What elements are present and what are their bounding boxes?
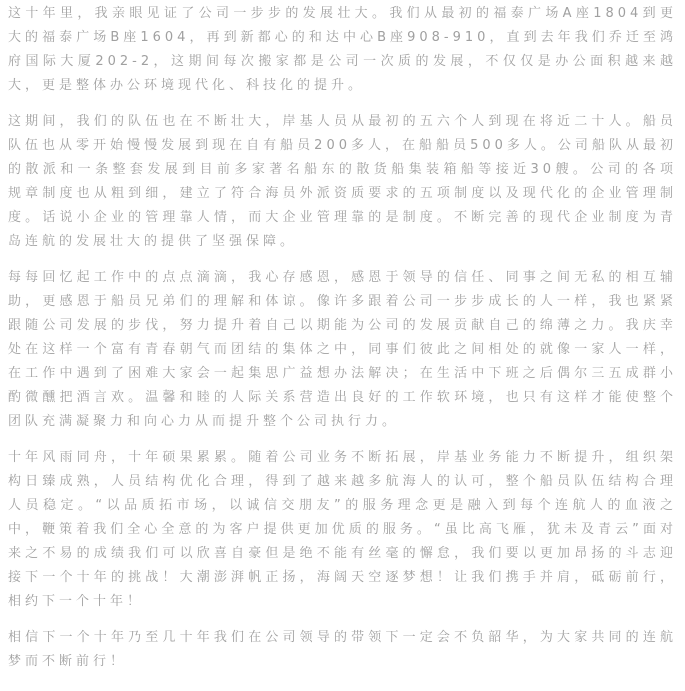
paragraph-company-growth: 这十年里，我亲眼见证了公司一步步的发展壮大。我们从最初的福泰广场A座1804到更大的福泰广场B座1604，再到新都心的和达中心B座908-910，直到去年我们乔迁至鸿府国际大厦202-2，这期间每次搬家都是公司一次质的发展，不仅仅是办公面积越来越大，更是整体办公环境现代化、科技化的提升。 [8,6,677,93]
paragraph-decade-achievements: 十年风雨同舟，十年硕果累累。随着公司业务不断拓展，岸基业务能力不断提升，组织架构日臻成熟，人员结构优化合理，得到了越来越多航海人的认可，整个船员队伍结构合理人员稳定。“以品质拓市场，以诚信交朋友”的服务理念更是融入到每个连航人的血液之中，鞭策着我们全心全意的为客户提供更加优质的服务。“虽比高飞雁，犹未及青云”面对来之不易的成绩我们可以欣喜自豪但是绝不能有丝毫的懈怠，我们要以更加昂扬的斗志迎接下一个十年的挑战！大潮澎湃帆正扬，海阔天空逐梦想！让我们携手并肩，砥砺前行，相约下一个十年！ [8,450,677,609]
paragraph-team-expansion: 这期间，我们的队伍也在不断壮大，岸基人员从最初的五六个人到现在将近二十人。船员队伍也从零开始慢慢发展到现在自有船员200多人，在船船员500多人。公司船队从最初的散派和一条整套发展到目前多家著名船东的散货船集装箱船等接近30艘。公司的各项规章制度也从粗到细，建立了符合海员外派资质要求的五项制度以及现代化的企业管理制度。话说小企业的管理靠人情，而大企业管理靠的是制度。不断完善的现代企业制度为青岛连航的发展壮大的提供了坚强保障。 [8,114,677,249]
paragraph-gratitude: 每每回忆起工作中的点点滴滴，我心存感恩，感恩于领导的信任、同事之间无私的相互辅助，更感恩于船员兄弟们的理解和体谅。像许多跟着公司一步步成长的人一样，我也紧紧跟随公司发展的步伐，努力提升着自己以期能为公司的发展贡献自己的绵薄之力。我庆幸处在这样一个富有青春朝气而团结的集体之中，同事们彼此之间相处的就像一家人一样，在工作中遇到了困难大家会一起集思广益想办法解决；在生活中下班之后偶尔三五成群小酌微醺把酒言欢。温馨和睦的人际关系营造出良好的工作软环境，也只有这样才能使整个团队充满凝聚力和向心力从而提升整个公司执行力。 [8,270,677,429]
paragraph-closing-wish: 相信下一个十年乃至几十年我们在公司领导的带领下一定会不负韶华，为大家共同的连航梦而不断前行！ [8,630,677,669]
